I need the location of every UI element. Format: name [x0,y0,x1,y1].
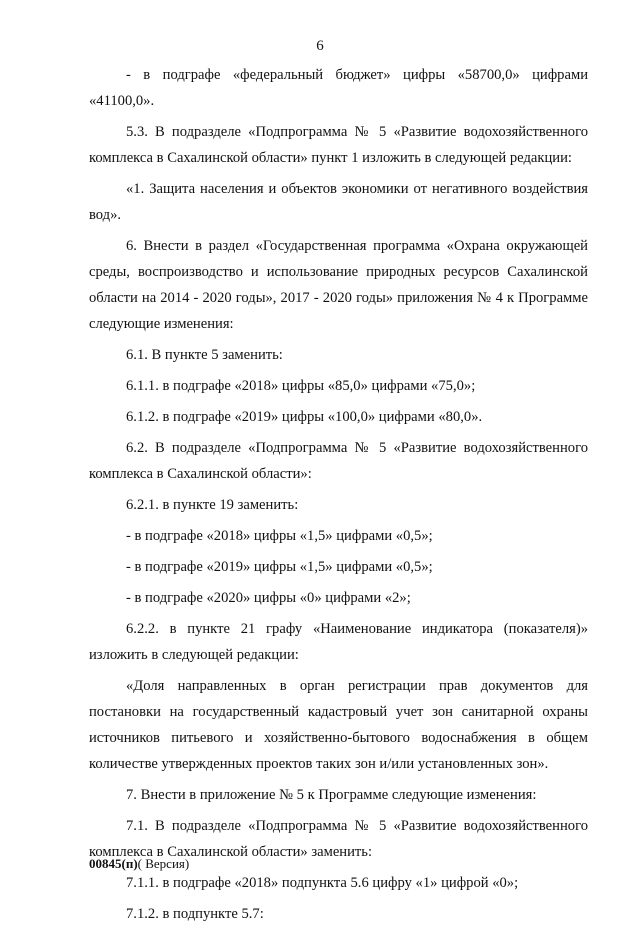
paragraph: «Доля направленных в орган регистрации прав документов для постановки на государственный кадастровый учет зон санитарной охраны источников питьевого и хозяйственно-бытового водоснабжения в общем количестве утвержденных проектов таких зон и/или установленных зон». [89,678,588,772]
paragraph: «1. Защита населения и объектов экономики от негативного воздействия вод». [89,181,588,223]
paragraph: 7.1.2. в подпункте 5.7: [126,906,264,922]
paragraph: 6.2.1. в пункте 19 заменить: [126,497,299,513]
paragraph: 6.2. В подразделе «Подпрограмма № 5 «Развитие водохозяйственного комплекса в Сахалинской области»: [89,440,588,482]
paragraph: 7. Внести в приложение № 5 к Программе следующие изменения: [126,787,537,803]
paragraph: 6.1.2. в подграфе «2019» цифры «100,0» цифрами «80,0». [126,409,483,425]
paragraph: - в подграфе «2019» цифры «1,5» цифрами «0,5»; [126,559,433,575]
paragraph: 7.1. В подразделе «Подпрограмма № 5 «Развитие водохозяйственного комплекса в Сахалинской области» заменить: [89,818,588,860]
page-number: 6 [316,38,324,54]
paragraph: 6.1.1. в подграфе «2018» цифры «85,0» цифрами «75,0»; [126,378,476,394]
paragraph: - в подграфе «2018» цифры «1,5» цифрами «0,5»; [126,528,433,544]
paragraph: 6.2.2. в пункте 21 графу «Наименование индикатора (показателя)» изложить в следующей редакции: [89,621,588,663]
document-version: ( Версия) [137,856,190,871]
paragraph: 6. Внести в раздел «Государственная программа «Охрана окружающей среды, воспроизводство и использование природных ресурсов Сахалинской области на 2014 - 2020 годы», 2017 - 2020 годы» приложения № 4 к Программе следующие изменения: [89,238,588,332]
paragraph: 5.3. В подразделе «Подпрограмма № 5 «Развитие водохозяйственного комплекса в Сахалинской области» пункт 1 изложить в следующей редакции: [89,124,588,166]
document-code: 00845(п) [89,856,138,871]
paragraph: 7.1.1. в подграфе «2018» подпункта 5.6 цифру «1» цифрой «0»; [126,875,519,891]
footer [89,856,189,872]
paragraph: - в подграфе «2020» цифры «0» цифрами «2»; [126,590,411,606]
paragraph: 6.1. В пункте 5 заменить: [126,347,283,363]
paragraph: - в подграфе «федеральный бюджет» цифры «58700,0» цифрами «41100,0». [89,67,588,109]
document-body [89,62,588,932]
